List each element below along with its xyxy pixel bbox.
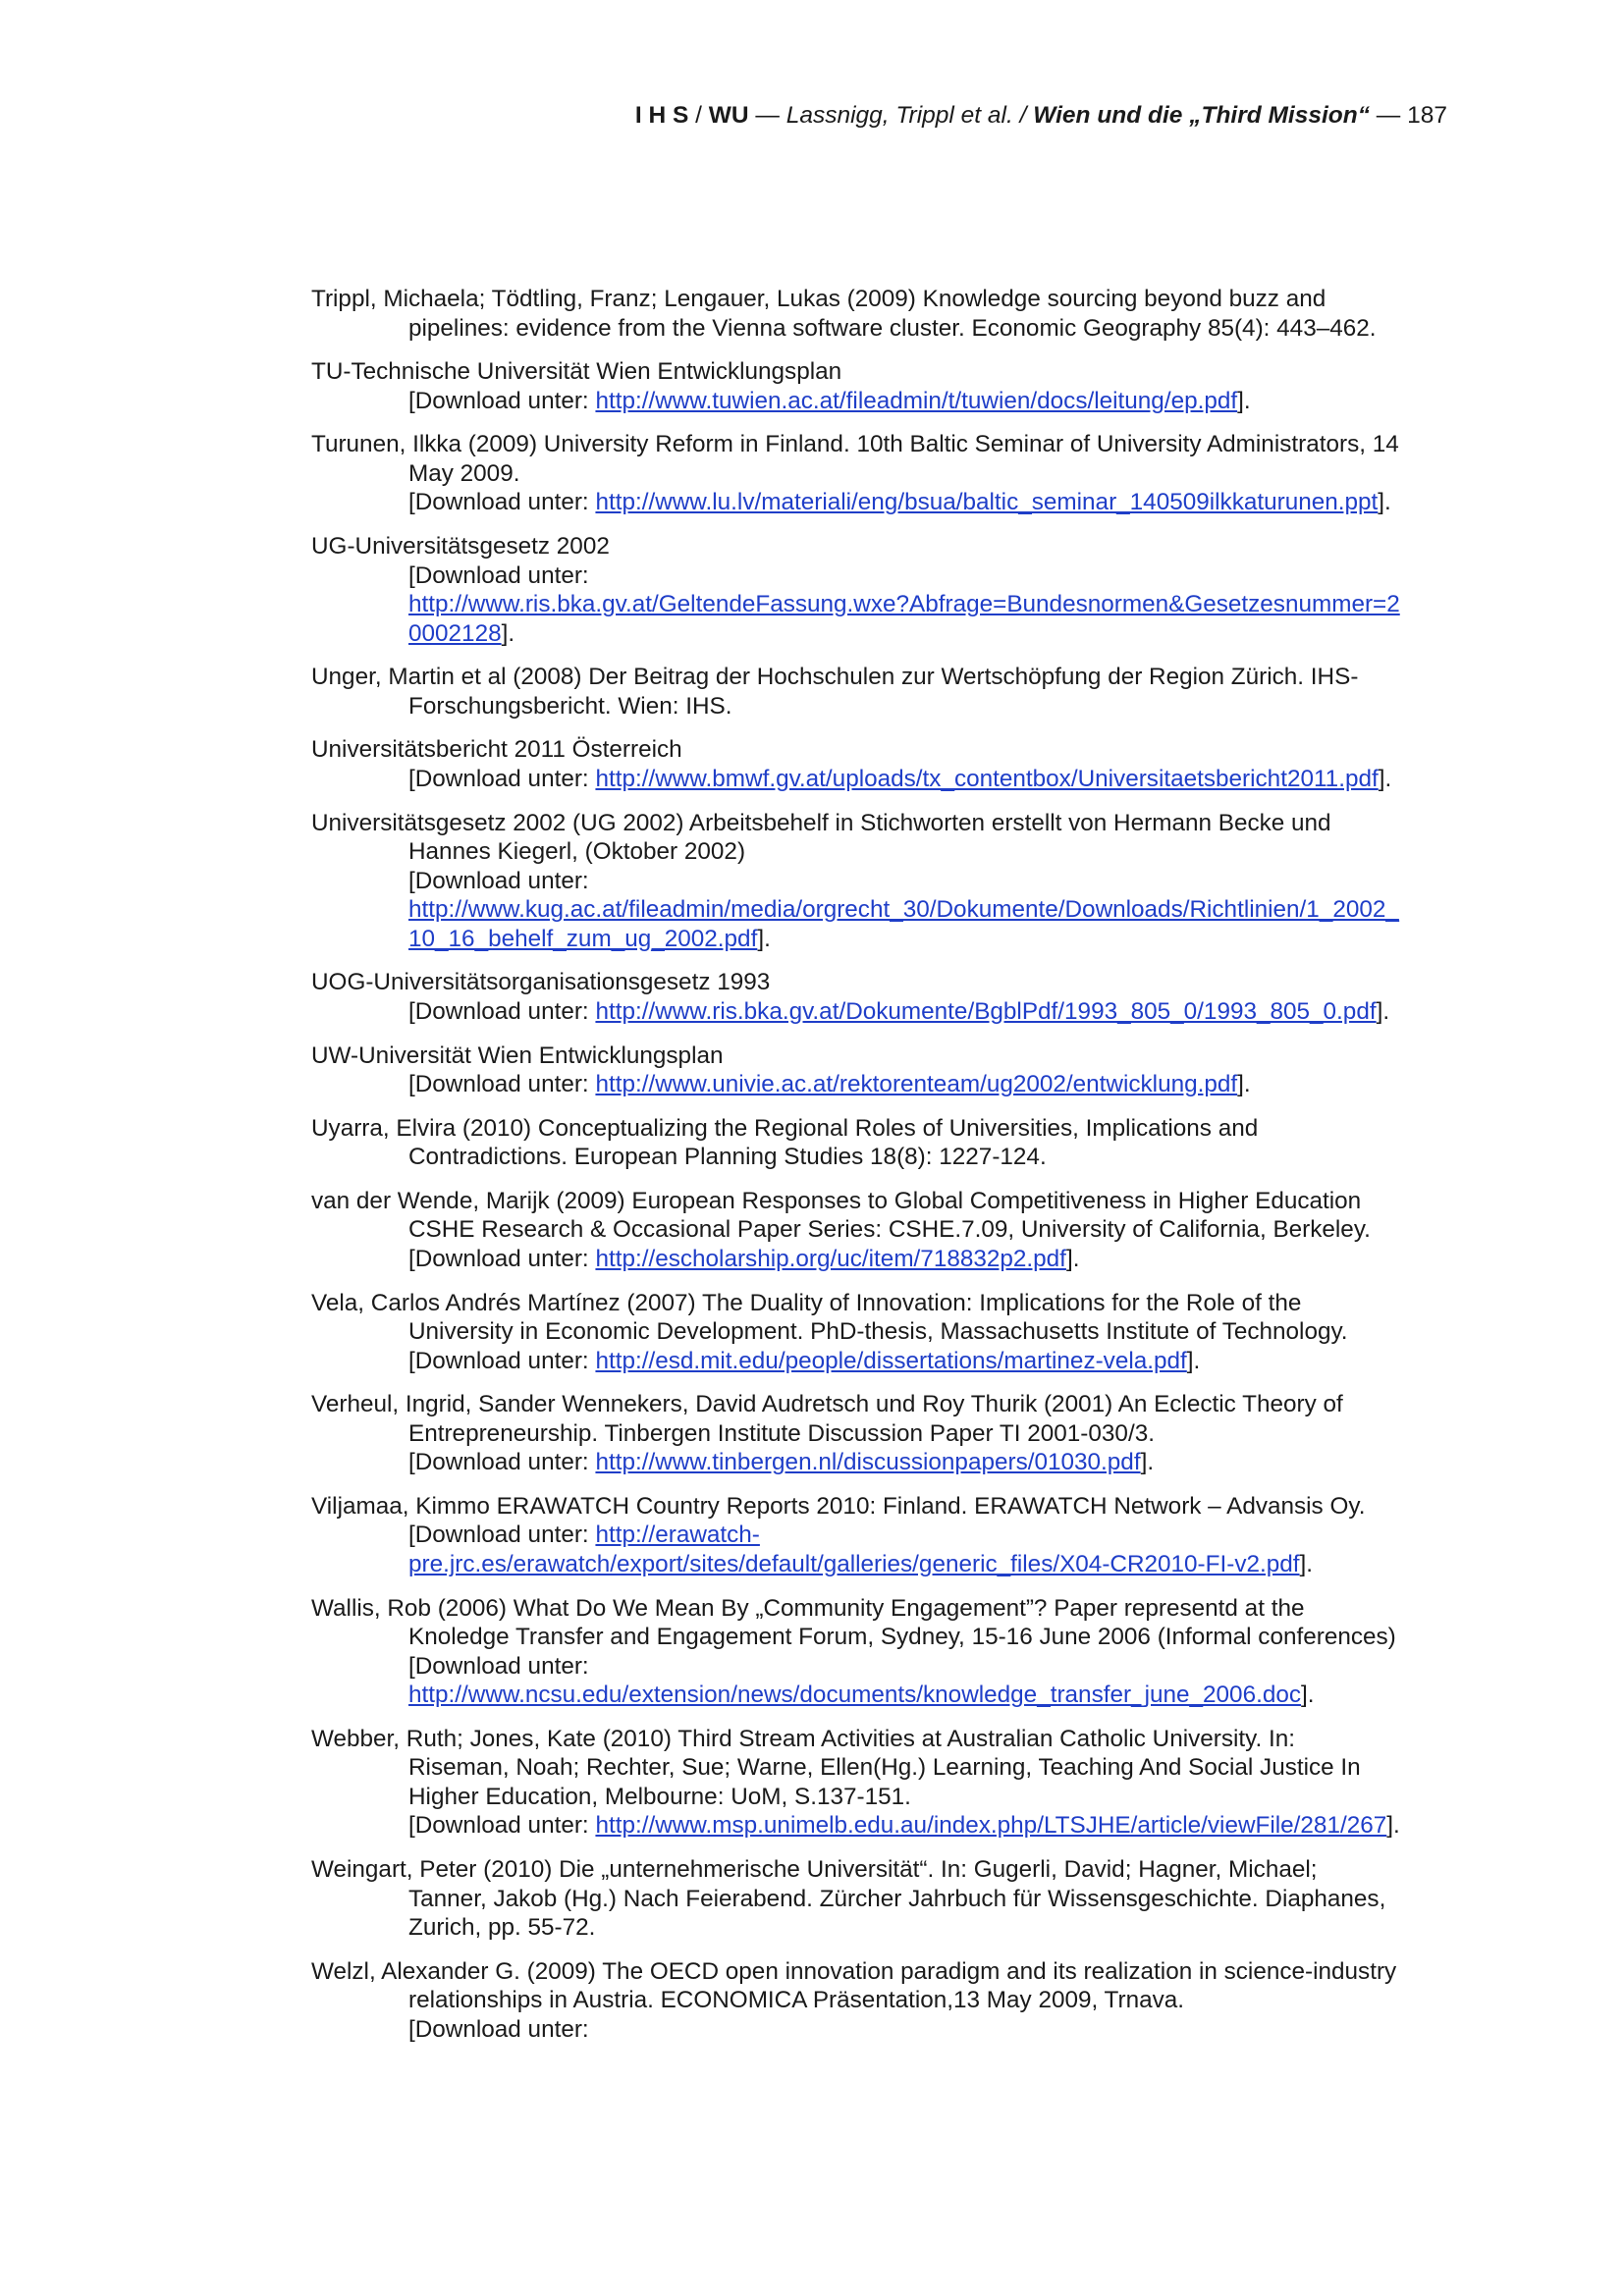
reference-text: [Download unter: <box>408 1449 596 1476</box>
reference-line <box>311 1681 1450 1710</box>
reference-text: Forschungsbericht. Wien: IHS. <box>408 692 732 720</box>
reference-line <box>311 1957 1450 1987</box>
reference-text: ]. <box>1237 387 1251 414</box>
reference-text: Verheul, Ingrid, Sander Wennekers, David Audretsch und Roy Thurik (2001) An Eclectic Theory of <box>311 1391 1343 1418</box>
reference-line <box>311 1419 1450 1449</box>
reference-line <box>311 1623 1450 1652</box>
reference-text: [Download unter: <box>408 1245 596 1272</box>
reference-link[interactable]: http://erawatch- <box>595 1522 760 1549</box>
reference-entry <box>311 1957 1450 2045</box>
reference-line <box>311 1725 1450 1754</box>
reference-list <box>311 285 1450 2058</box>
reference-text: ]. <box>1376 997 1390 1025</box>
reference-text: ]. <box>1140 1449 1155 1476</box>
reference-line <box>311 1245 1450 1274</box>
reference-line <box>311 1550 1450 1579</box>
reference-text: ]. <box>501 619 515 647</box>
reference-line <box>311 1390 1450 1419</box>
reference-line <box>311 488 1450 517</box>
reference-entry <box>311 357 1450 415</box>
reference-text: Knoledge Transfer and Engagement Forum, Sydney, 15-16 June 2006 (Informal conferences) <box>408 1624 1396 1651</box>
header-authors: Lassnigg, Trippl et al. / <box>785 102 1034 129</box>
reference-entry <box>311 1390 1450 1477</box>
reference-line <box>311 1289 1450 1318</box>
reference-entry <box>311 663 1450 721</box>
reference-text: Contradictions. European Planning Studies 18(8): 1227-124. <box>408 1144 1047 1171</box>
reference-entry <box>311 1492 1450 1579</box>
reference-link[interactable]: http://escholarship.org/uc/item/718832p2.pdf <box>595 1245 1066 1272</box>
reference-line <box>311 561 1450 591</box>
reference-link[interactable]: 10_16_behelf_zum_ug_2002.pdf <box>408 925 758 952</box>
reference-link[interactable]: http://www.ncsu.edu/extension/news/documents/knowledge_transfer_june_2006.doc <box>408 1682 1302 1709</box>
reference-text: [Download unter: <box>408 2015 589 2043</box>
reference-link[interactable]: http://www.tuwien.ac.at/fileadmin/t/tuwien/docs/leitung/ep.pdf <box>595 387 1238 414</box>
reference-link[interactable]: http://www.tinbergen.nl/discussionpapers/01030.pdf <box>595 1449 1141 1476</box>
reference-entry <box>311 430 1450 517</box>
reference-entry <box>311 285 1450 343</box>
reference-text: Turunen, Ilkka (2009) University Reform in Finland. 10th Baltic Seminar of University Administrators, 14 <box>311 431 1399 458</box>
reference-text: Zurich, pp. 55-72. <box>408 1914 596 1941</box>
reference-text: May 2009. <box>408 459 520 487</box>
reference-link[interactable]: http://www.lu.lv/materiali/eng/bsua/baltic_seminar_140509ilkkaturunen.ppt <box>595 489 1379 516</box>
reference-text: Webber, Ruth; Jones, Kate (2010) Third Stream Activities at Australian Catholic University. In: <box>311 1725 1296 1752</box>
reference-link[interactable]: http://www.bmwf.gv.at/uploads/tx_contentbox/Universitaetsbericht2011.pdf <box>595 765 1379 792</box>
header-separator: / <box>688 102 709 129</box>
reference-text: Riseman, Noah; Rechter, Sue; Warne, Ellen(Hg.) Learning, Teaching And Social Justice In <box>408 1754 1361 1782</box>
reference-line <box>311 430 1450 459</box>
reference-text: Universitätsbericht 2011 Österreich <box>311 736 682 764</box>
reference-line <box>311 357 1450 387</box>
header-institute: I H S <box>634 102 689 129</box>
reference-text: [Download unter: <box>408 561 589 589</box>
reference-line <box>311 692 1450 721</box>
reference-text: [Download unter: <box>408 1812 596 1840</box>
reference-text: UW-Universität Wien Entwicklungsplan <box>311 1041 724 1069</box>
header-dash: — <box>748 102 786 129</box>
reference-text: Weingart, Peter (2010) Die „unternehmerische Universität“. In: Gugerli, David; Hagner, Michael; <box>311 1856 1318 1883</box>
reference-line <box>311 997 1450 1027</box>
reference-line <box>311 2015 1450 2045</box>
reference-link[interactable]: 0002128 <box>408 619 502 647</box>
reference-link[interactable]: pre.jrc.es/erawatch/export/sites/default/galleries/generic_files/X04-CR2010-FI-v2.pdf <box>408 1550 1300 1577</box>
reference-line <box>311 1215 1450 1245</box>
reference-text: [Download unter: <box>408 867 589 894</box>
reference-entry <box>311 1187 1450 1274</box>
reference-line <box>311 1855 1450 1885</box>
reference-line <box>311 1492 1450 1522</box>
reference-link[interactable]: http://esd.mit.edu/people/dissertations/martinez-vela.pdf <box>595 1347 1187 1374</box>
reference-text: van der Wende, Marijk (2009) European Responses to Global Competitiveness in Higher Education <box>311 1187 1362 1214</box>
reference-text: Higher Education, Melbourne: UoM, S.137-151. <box>408 1783 911 1810</box>
reference-line <box>311 1143 1450 1172</box>
reference-line <box>311 1070 1450 1099</box>
reference-line <box>311 809 1450 838</box>
header-dash: — <box>1369 102 1408 129</box>
reference-text: [Download unter: <box>408 1071 596 1097</box>
reference-text: Trippl, Michaela; Tödtling, Franz; Lengauer, Lukas (2009) Knowledge sourcing beyond buzz and <box>311 286 1326 312</box>
reference-line <box>311 590 1450 619</box>
reference-line <box>311 1753 1450 1783</box>
reference-text: CSHE Research & Occasional Paper Series: CSHE.7.09, University of California, Berkeley. <box>408 1216 1371 1244</box>
reference-line <box>311 837 1450 867</box>
reference-line <box>311 1187 1450 1216</box>
reference-text: ]. <box>1186 1347 1201 1374</box>
reference-text: UG-Universitätsgesetz 2002 <box>311 533 610 561</box>
reference-text: Wallis, Rob (2006) What Do We Mean By „Community Engagement”? Paper representd at the <box>311 1594 1305 1622</box>
reference-line <box>311 1594 1450 1624</box>
reference-entry <box>311 968 1450 1026</box>
reference-line <box>311 867 1450 896</box>
reference-text: TU-Technische Universität Wien Entwicklungsplan <box>311 358 842 386</box>
reference-line <box>311 925 1450 954</box>
reference-link[interactable]: http://www.ris.bka.gv.at/Dokumente/BgblPdf/1993_805_0/1993_805_0.pdf <box>595 997 1377 1025</box>
reference-line <box>311 1317 1450 1347</box>
reference-entry <box>311 1594 1450 1710</box>
reference-text: Entrepreneurship. Tinbergen Institute Discussion Paper TI 2001-030/3. <box>408 1419 1155 1447</box>
reference-text: [Download unter: <box>408 997 596 1025</box>
reference-text: pipelines: evidence from the Vienna software cluster. Economic Geography 85(4): 443–462. <box>408 314 1377 342</box>
reference-line <box>311 285 1450 314</box>
reference-line <box>311 314 1450 344</box>
reference-line <box>311 387 1450 416</box>
reference-text: ]. <box>1065 1245 1080 1272</box>
reference-line <box>311 663 1450 692</box>
running-header <box>635 102 1447 130</box>
reference-text: UOG-Universitätsorganisationsgesetz 1993 <box>311 969 771 996</box>
reference-entry <box>311 1855 1450 1943</box>
reference-text: ]. <box>757 925 771 952</box>
reference-text: ]. <box>1378 489 1391 516</box>
reference-line <box>311 1783 1450 1812</box>
reference-link[interactable]: http://www.kug.ac.at/fileadmin/media/orgrecht_30/Dokumente/Downloads/Richtlinien/1_2002_ <box>408 896 1399 924</box>
reference-text: [Download unter: <box>408 387 596 414</box>
reference-line <box>311 1347 1450 1376</box>
reference-line <box>311 1986 1450 2015</box>
reference-line <box>311 1913 1450 1943</box>
reference-text: [Download unter: <box>408 1522 596 1549</box>
reference-line <box>311 1114 1450 1144</box>
reference-text: ]. <box>1378 765 1392 792</box>
reference-text: Welzl, Alexander G. (2009) The OECD open innovation paradigm and its realization in science-industry <box>311 1957 1397 1985</box>
reference-line <box>311 1811 1450 1841</box>
reference-entry <box>311 1289 1450 1376</box>
reference-link[interactable]: http://www.msp.unimelb.edu.au/index.php/LTSJHE/article/viewFile/281/267 <box>595 1812 1387 1840</box>
reference-text: Unger, Martin et al (2008) Der Beitrag der Hochschulen zur Wertschöpfung der Region Zürich. IHS- <box>311 664 1359 691</box>
header-university: WU <box>708 102 749 129</box>
reference-line <box>311 735 1450 765</box>
reference-line <box>311 619 1450 649</box>
reference-text: University in Economic Development. PhD-thesis, Massachusetts Institute of Technology. <box>408 1318 1348 1346</box>
reference-text: Universitätsgesetz 2002 (UG 2002) Arbeitsbehelf in Stichworten erstellt von Hermann Becke und <box>311 809 1331 836</box>
header-title: Wien und die „Third Mission“ <box>1033 102 1370 129</box>
reference-line <box>311 895 1450 925</box>
reference-text: Tanner, Jakob (Hg.) Nach Feierabend. Zürcher Jahrbuch für Wissensgeschichte. Diaphanes, <box>408 1885 1386 1912</box>
reference-line <box>311 968 1450 997</box>
reference-entry <box>311 1725 1450 1841</box>
reference-link[interactable]: http://www.ris.bka.gv.at/GeltendeFassung.wxe?Abfrage=Bundesnormen&Gesetzesnummer=2 <box>408 591 1400 618</box>
reference-entry <box>311 1114 1450 1172</box>
reference-line <box>311 1652 1450 1682</box>
reference-entry <box>311 532 1450 648</box>
reference-entry <box>311 735 1450 793</box>
reference-text: ]. <box>1301 1682 1315 1709</box>
reference-line <box>311 765 1450 794</box>
reference-line <box>311 532 1450 561</box>
reference-text: [Download unter: <box>408 1347 596 1374</box>
reference-text: Viljamaa, Kimmo ERAWATCH Country Reports 2010: Finland. ERAWATCH Network – Advansis Oy. <box>311 1492 1366 1520</box>
reference-line <box>311 1448 1450 1477</box>
reference-text: [Download unter: <box>408 1652 589 1680</box>
reference-text: [Download unter: <box>408 489 596 516</box>
reference-text: [Download unter: <box>408 765 596 792</box>
reference-text: relationships in Austria. ECONOMICA Präsentation,13 May 2009, Trnava. <box>408 1987 1185 2014</box>
reference-link[interactable]: http://www.univie.ac.at/rektorenteam/ug2002/entwicklung.pdf <box>595 1071 1238 1097</box>
reference-line <box>311 1885 1450 1914</box>
reference-text: ]. <box>1237 1071 1251 1097</box>
reference-text: Vela, Carlos Andrés Martínez (2007) The Duality of Innovation: Implications for the Role of the <box>311 1289 1302 1316</box>
reference-text: ]. <box>1299 1550 1314 1577</box>
reference-text: ]. <box>1386 1812 1400 1840</box>
reference-entry <box>311 809 1450 954</box>
reference-line <box>311 1521 1450 1550</box>
reference-text: Uyarra, Elvira (2010) Conceptualizing the Regional Roles of Universities, Implications and <box>311 1114 1259 1142</box>
page-number: 187 <box>1407 102 1447 129</box>
reference-text: Hannes Kiegerl, (Oktober 2002) <box>408 838 746 866</box>
reference-line <box>311 1041 1450 1071</box>
reference-entry <box>311 1041 1450 1099</box>
reference-line <box>311 459 1450 489</box>
